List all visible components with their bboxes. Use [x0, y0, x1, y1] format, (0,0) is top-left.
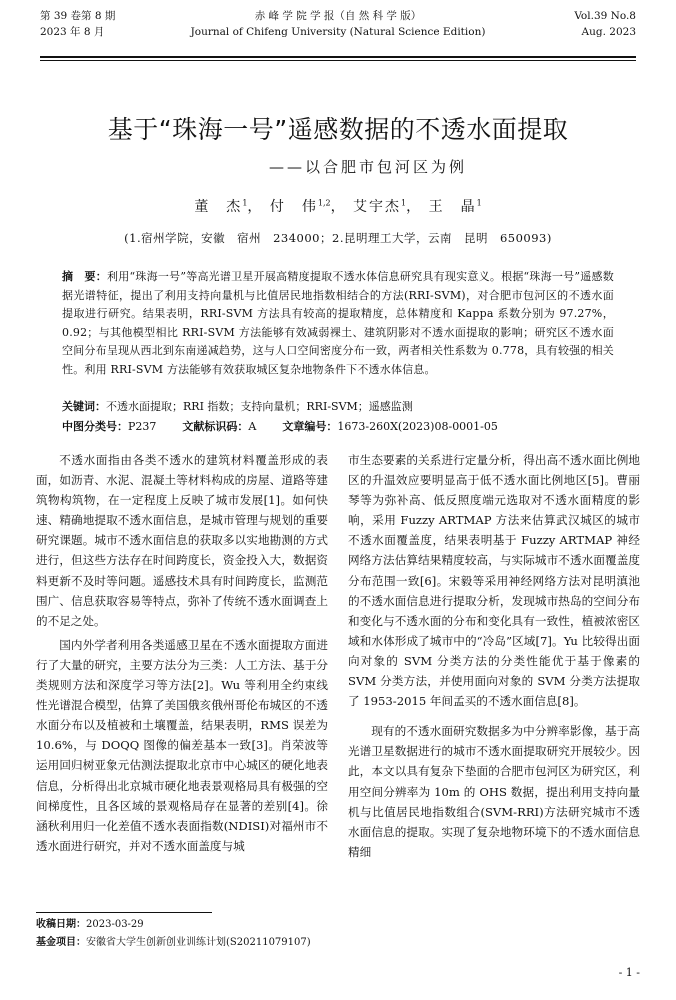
paper-title: 基于“珠海一号”遥感数据的不透水面提取	[107, 115, 569, 144]
clc-value: P237	[128, 420, 157, 433]
author: 王 晶$^1$	[428, 198, 482, 215]
running-header	[40, 8, 636, 54]
doc-code-value: A	[248, 420, 257, 433]
author: 艾宇杰$^1$	[353, 198, 407, 215]
paper-subtitle: ——以合肥市包河区为例	[268, 158, 467, 176]
header-rule-thin	[40, 60, 636, 61]
author-list: 董 杰$^1$， 付 伟$^{1,2}$， 艾宇杰$^1$， 王 晶$^1$	[194, 198, 482, 215]
body-paragraph: 不透水面指由各类不透水的建筑材料覆盖形成的表面，如沥青、水泥、混凝土等材料构成的房屋、道路等建筑物构筑物，在一定程度上反映了城市发展[1]。如何快速、精确地提取不透水面信息，是城市管理与规划的重要研究课题。城市不透水面信息的获取多以实地勘测的方式进行，但这些方法存在时间跨度长，资金投入大，数据资料更新不及时等问题。遥感技术具有时间跨度长，监测范围广、信息获取容易等特点，弥补了传统不透水面调查上的不足之处。	[36, 453, 328, 628]
body-paragraph: 市生态要素的关系进行定量分析，得出高不透水面比例地区的升温效应要明显高于低不透水面比例地区[5]。曹丽琴等为弥补高、低反照度端元选取对不透水面精度的影响，采用 Fuzzy ARTMAP 方法来估算武汉城区的城市不透水面覆盖度，结果表明基于 Fuzzy ARTMAP 神经网络方法估算结果精度较高，与实际城市不透水面覆盖度分布范围一致[6]。宋毅等采用神经网络方法对昆明滇池的不透水面信息进行提取分析，发现城市热岛的空间分布和变化与不透水面的分布和变化具有一致性，植被浓密区域和水体形成了城市中的“冷岛”区域[7]。Yu 比较得出面向对象的 SVM 分类方法的分类性能优于基于像素的 SVM 分类方法，并使用面向对象的 SVM 分类方法提取了 1953-2015 年间孟买的不透水面信息[8]。	[348, 453, 640, 709]
classification-line	[62, 418, 614, 436]
header-center	[170, 8, 506, 40]
header-volume-en: Vol.39 No.8	[574, 10, 636, 22]
header-date-cn: 2023 年 8 月	[40, 26, 105, 38]
body-column-left	[36, 450, 328, 856]
abstract-text: 利用“珠海一号”等高光谱卫星开展高精度提取不透水体信息研究具有现实意义。根据“珠海一号”遥感数据光谱特征，提出了利用支持向量机与比值居民地指数相结合的方法(RRI-SVM)，对合肥市包河区的不透水面提取进行研究。结果表明，RRI-SVM 方法具有较高的提取精度，总体精度和 Kappa 系数分别为 97.27%，0.92；与其他模型相比 RRI-SVM 方法能够有效减弱裸土、建筑阴影对不透水面提取的影响；研究区不透水面空间分布呈现从西北到东南递减趋势，这与人口空间密度分布一致，两者相关性系数为 0.778，具有较强的相关性。利用 RRI-SVM 方法能够有效获取城区复杂地物条件下不透水体信息。	[62, 270, 614, 376]
header-date-en: Aug. 2023	[581, 26, 636, 38]
affiliation: (1.宿州学院，安徽 宿州 234000；2.昆明理工大学，云南 昆明 650093)	[124, 231, 552, 245]
author: 董 杰$^1$	[194, 198, 248, 215]
header-right	[574, 8, 636, 40]
abstract-label: 摘 要：	[62, 270, 107, 283]
keywords-label: 关键词：	[62, 400, 106, 413]
fund-label: 基金项目：	[36, 937, 86, 948]
body-column-right	[348, 450, 640, 862]
header-left	[40, 8, 115, 40]
footnote-fund	[36, 936, 356, 950]
doc-code-label: 文献标识码：	[182, 420, 249, 433]
keywords	[62, 398, 614, 416]
body-paragraph: 现有的不透水面研究数据多为中分辨率影像，基于高光谱卫星数据进行的城市不透水面提取研究开展较少。因此，本文以具有复杂下垫面的合肥市包河区为研究区，利用空间分辨率为 10m 的 OHS 数据，提出利用支持向量机与比值居民地指数组合(SVM-RRI)方法研究城市不透水面信息的提取。实现了复杂地物环境下的不透水面信息精细	[348, 724, 640, 859]
header-journal-cn: 赤 峰 学 院 学 报（自 然 科 学 版）	[254, 10, 422, 22]
header-rule-thick	[40, 56, 636, 58]
body-paragraph: 国内外学者利用各类遥感卫星在不透水面提取方面进行了大量的研究，主要方法分为三类：人工方法、基于分类规则方法和深度学习等方法[2]。Wu 等利用全约束线性光谱混合模型，估算了美国俄亥俄州哥伦布城区的不透水面分布以及植被和土壤覆盖，结果表明，RMS 误差为 10.6%，与 DOQQ 图像的偏差基本一致[3]。肖荣波等运用回归树亚象元估测法提取北京市中心城区的硬化地表信息，分析得出北京城市硬化地表景观格局具有极强的空间梯度性，且各区域的景观格局存在显著的差别[4]。徐涵秋利用归一化差值不透水表面指数(NDISI)对福州市不透水面进行研究，并对不透水面盖度与城	[36, 637, 328, 853]
received-label: 收稿日期：	[36, 919, 86, 930]
footnote-rule	[36, 912, 212, 913]
header-volume-cn: 第 39 卷第 8 期	[40, 10, 116, 22]
article-no-label: 文章编号：	[282, 420, 338, 433]
article-no-value: 1673-260X(2023)08-0001-05	[337, 420, 498, 433]
footnote-received	[36, 918, 356, 932]
received-date: 2023-03-29	[86, 919, 144, 930]
header-journal-en: Journal of Chifeng University (Natural Science Edition)	[190, 26, 486, 38]
keywords-text: 不透水面提取；RRI 指数；支持向量机；RRI-SVM；遥感监测	[106, 400, 413, 413]
clc-label: 中图分类号：	[62, 420, 128, 433]
page-number: - 1 -	[618, 966, 640, 979]
abstract	[62, 268, 614, 379]
fund-text: 安徽省大学生创新创业训练计划(S20211079107)	[86, 937, 311, 948]
author: 付 伟$^{1,2}$	[269, 198, 331, 215]
